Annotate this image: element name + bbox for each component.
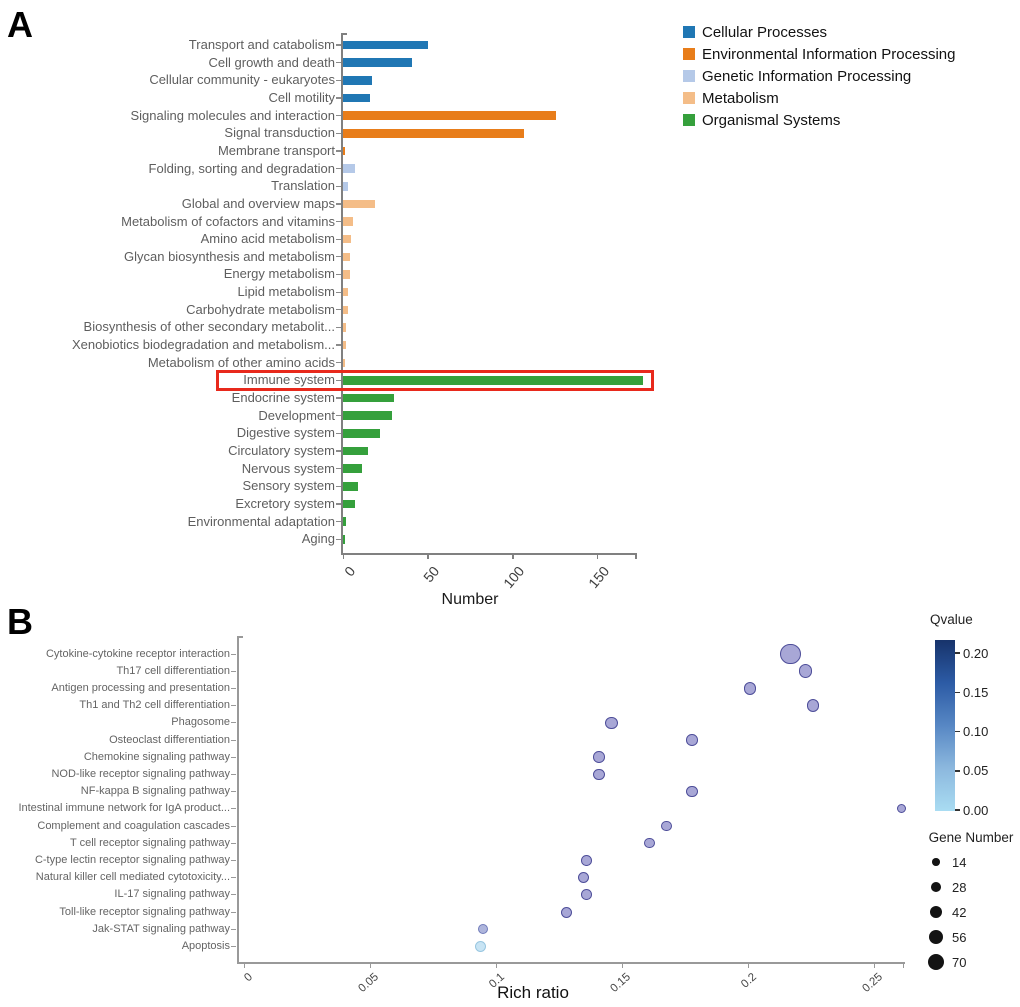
y-axis-tick xyxy=(336,397,341,398)
x-axis-tick xyxy=(597,553,599,559)
gene-number-legend-circle xyxy=(932,858,940,866)
y-axis-tick xyxy=(336,362,341,363)
bar xyxy=(343,217,353,226)
bar xyxy=(343,147,345,156)
y-axis-tick xyxy=(336,539,341,540)
bar xyxy=(343,164,355,173)
pathway-label: Phagosome xyxy=(171,716,230,729)
scatter-point xyxy=(561,907,572,918)
colorbar-tick xyxy=(955,809,960,811)
scatter-point xyxy=(475,941,486,952)
y-axis-tick xyxy=(231,774,236,775)
bar-category-label: Glycan biosynthesis and metabolism xyxy=(124,248,335,264)
pathway-label: IL-17 signaling pathway xyxy=(114,888,230,901)
y-axis-tick xyxy=(336,150,341,151)
y-axis-tick xyxy=(231,894,236,895)
scatter-point xyxy=(744,682,757,695)
scatter-point xyxy=(644,838,655,849)
bar xyxy=(343,306,348,315)
bar-category-label: Amino acid metabolism xyxy=(200,231,335,247)
pathway-label: NF-kappa B signaling pathway xyxy=(80,785,230,798)
x-axis-tick xyxy=(496,962,497,968)
y-axis-tick xyxy=(231,705,236,706)
y-axis-tick xyxy=(336,433,341,434)
pathway-label: Complement and coagulation cascades xyxy=(37,819,230,832)
y-axis-tick xyxy=(231,860,236,861)
bar-category-label: Folding, sorting and degradation xyxy=(148,160,335,176)
x-axis-tick xyxy=(427,553,429,559)
pathway-label: Th17 cell differentiation xyxy=(116,664,230,677)
legend-label: Cellular Processes xyxy=(702,23,828,41)
bar-category-label: Endocrine system xyxy=(231,390,335,405)
y-axis-tick xyxy=(336,186,341,187)
bar-category-label: Environmental adaptation xyxy=(187,513,335,529)
x-axis-tick xyxy=(748,962,749,968)
legend-item xyxy=(683,89,955,107)
bar xyxy=(343,500,355,509)
legend-swatch xyxy=(683,26,695,38)
colorbar-tick-label: 0.15 xyxy=(963,684,989,700)
y-axis-tick xyxy=(231,843,236,844)
pathway-label: T cell receptor signaling pathway xyxy=(70,836,230,849)
y-axis-tick xyxy=(336,203,341,204)
bar xyxy=(343,111,556,120)
y-axis-tick xyxy=(231,688,236,689)
bar-category-label: Metabolism of cofactors and vitamins xyxy=(121,213,335,229)
bar xyxy=(343,94,370,103)
x-axis-tick xyxy=(874,962,875,968)
scatter-point xyxy=(581,889,592,900)
bar-category-label: Cellular community - eukaryotes xyxy=(149,72,335,88)
x-axis-tick xyxy=(343,553,345,559)
scatter-point xyxy=(686,786,697,797)
bar xyxy=(343,535,345,544)
y-axis-tick xyxy=(231,722,236,723)
legend-label: Environmental Information Processing xyxy=(702,45,956,63)
bar-category-label: Metabolism of other amino acids xyxy=(147,354,335,370)
pathway-label: Chemokine signaling pathway xyxy=(83,750,230,763)
panel-a-legend xyxy=(683,23,956,136)
scatter-point xyxy=(593,769,605,781)
x-tick-label: 0.15 xyxy=(607,971,633,995)
colorbar-tick xyxy=(955,692,960,694)
bar xyxy=(343,411,392,420)
gene-number-legend-circle xyxy=(929,930,943,944)
colorbar-tick xyxy=(955,652,960,654)
pathway-label: NOD-like receptor signaling pathway xyxy=(51,767,230,780)
y-axis-tick xyxy=(336,521,341,522)
x-tick-label: 50 xyxy=(420,563,443,586)
bar-category-label: Membrane transport xyxy=(217,142,335,158)
legend-item xyxy=(683,111,955,129)
bar xyxy=(343,359,345,368)
pathway-label: Apoptosis xyxy=(181,939,230,952)
bar xyxy=(343,58,412,67)
bar-category-label: Carbohydrate metabolism xyxy=(186,301,335,317)
scatter-point xyxy=(478,924,489,935)
y-axis-tick xyxy=(231,929,236,930)
y-axis-tick xyxy=(231,912,236,913)
bar xyxy=(343,394,394,403)
x-axis-tick xyxy=(512,553,514,559)
bar-category-label: Sensory system xyxy=(242,478,335,494)
bar-category-label: Xenobiotics biodegradation and metabolism... xyxy=(71,337,335,353)
legend-swatch xyxy=(683,48,695,60)
colorbar-tick-label: 0.20 xyxy=(963,645,989,661)
panel-a-y-axis-top-tick xyxy=(341,33,347,35)
x-tick-label: 0 xyxy=(340,563,358,580)
legend-label: Genetic Information Processing xyxy=(702,67,912,85)
y-axis-tick xyxy=(336,221,341,222)
scatter-point xyxy=(799,664,813,678)
bar-category-label: Digestive system xyxy=(236,425,335,441)
scatter-point xyxy=(578,872,589,883)
y-axis-tick xyxy=(336,450,341,451)
panel-b-x-axis xyxy=(237,962,905,964)
gene-number-legend-title: Gene Number xyxy=(928,830,1014,845)
bar-category-label: Cell growth and death xyxy=(208,54,335,70)
bar xyxy=(343,464,362,473)
x-tick-label: 0.25 xyxy=(859,971,885,995)
y-axis-tick xyxy=(231,671,236,672)
bar xyxy=(343,482,358,491)
scatter-point xyxy=(661,821,672,832)
scatter-point xyxy=(807,699,819,711)
x-axis-end-tick xyxy=(903,962,904,968)
bar-category-label: Translation xyxy=(271,178,335,194)
gene-number-legend-label: 14 xyxy=(952,854,967,870)
bar xyxy=(343,517,346,526)
legend-label: Organismal Systems xyxy=(702,111,841,129)
pathway-label: Intestinal immune network for IgA product... xyxy=(18,802,230,815)
gene-number-legend-circle xyxy=(931,882,941,892)
bar-category-label: Transport and catabolism xyxy=(188,37,335,52)
scatter-point xyxy=(686,734,698,746)
x-axis-tick xyxy=(244,962,245,968)
x-tick-label: 0.05 xyxy=(355,971,381,995)
legend-swatch xyxy=(683,92,695,104)
gene-number-legend-circle xyxy=(928,954,945,971)
x-axis-end-tick xyxy=(635,553,637,559)
y-axis-tick xyxy=(336,133,341,134)
y-axis-tick xyxy=(336,115,341,116)
x-tick-label: 0 xyxy=(241,971,255,985)
y-axis-tick xyxy=(231,740,236,741)
bar-category-label: Excretory system xyxy=(235,495,335,511)
panel-b-letter: B xyxy=(7,601,34,642)
y-axis-tick xyxy=(336,344,341,345)
y-axis-tick xyxy=(336,168,341,169)
bar-category-label: Cell motility xyxy=(268,89,335,105)
y-axis-tick xyxy=(336,256,341,257)
y-axis-tick xyxy=(336,503,341,504)
gene-number-legend-label: 56 xyxy=(952,929,967,945)
y-axis-tick xyxy=(336,44,341,45)
pathway-label: Th1 and Th2 cell differentiation xyxy=(79,699,230,712)
y-axis-tick xyxy=(231,808,236,809)
bar xyxy=(343,323,346,332)
bar xyxy=(343,270,350,279)
bar-category-label: Global and overview maps xyxy=(181,195,335,211)
y-axis-tick xyxy=(336,80,341,81)
x-tick-label: 0.2 xyxy=(738,971,759,991)
y-axis-tick xyxy=(231,654,236,655)
bar-category-label: Lipid metabolism xyxy=(237,284,335,300)
x-tick-label: 0.1 xyxy=(486,971,507,991)
x-tick-label: 100 xyxy=(500,563,528,592)
qvalue-colorbar-title: Qvalue xyxy=(930,612,973,627)
bar xyxy=(343,129,524,138)
bar xyxy=(343,429,380,438)
y-axis-tick xyxy=(336,292,341,293)
y-axis-tick xyxy=(336,239,341,240)
bar-category-label: Development xyxy=(258,407,335,423)
bar xyxy=(343,341,346,350)
y-axis-tick xyxy=(336,486,341,487)
bar xyxy=(343,288,348,297)
legend-swatch xyxy=(683,114,695,126)
immune-system-highlight-box xyxy=(216,370,654,391)
x-tick-label: 150 xyxy=(584,563,612,592)
bar-category-label: Signal transduction xyxy=(224,125,335,141)
pathway-label: C-type lectin receptor signaling pathway xyxy=(34,853,230,866)
panel-b-y-axis-top-tick xyxy=(237,636,243,638)
bar xyxy=(343,235,351,244)
pathway-label: Cytokine-cytokine receptor interaction xyxy=(45,647,230,660)
pathway-label: Toll-like receptor signaling pathway xyxy=(59,905,230,918)
y-axis-tick xyxy=(336,62,341,63)
colorbar-tick-label: 0.05 xyxy=(963,763,989,779)
pathway-label: Jak-STAT signaling pathway xyxy=(92,922,230,935)
legend-item xyxy=(683,45,956,63)
scatter-point xyxy=(593,751,605,763)
x-axis-tick xyxy=(370,962,371,968)
panel-a-letter: A xyxy=(7,4,34,45)
y-axis-tick xyxy=(231,826,236,827)
gene-number-legend-circle xyxy=(930,906,942,918)
gene-number-legend-label: 70 xyxy=(952,954,967,970)
pathway-label: Antigen processing and presentation xyxy=(51,681,230,694)
y-axis-tick xyxy=(231,757,236,758)
gene-number-legend-label: 28 xyxy=(952,879,967,895)
bar xyxy=(343,253,350,262)
bar xyxy=(343,200,375,209)
scatter-point xyxy=(581,855,592,866)
panel-b-y-axis xyxy=(237,636,239,963)
bar-category-label: Immune system xyxy=(243,372,335,388)
legend-item xyxy=(683,23,955,41)
pathway-label: Natural killer cell mediated cytotoxicity... xyxy=(35,871,230,884)
legend-swatch xyxy=(683,70,695,82)
colorbar-tick-label: 0.10 xyxy=(963,724,989,739)
y-axis-tick xyxy=(231,791,236,792)
bar-category-label: Aging xyxy=(301,531,335,547)
bar-category-label: Nervous system xyxy=(241,460,335,476)
x-axis-tick xyxy=(622,962,623,968)
colorbar-tick-label: 0.00 xyxy=(963,802,989,818)
gene-number-legend-label: 42 xyxy=(952,904,967,920)
scatter-point xyxy=(897,804,906,813)
bar-category-label: Energy metabolism xyxy=(223,266,335,282)
y-axis-tick xyxy=(336,97,341,98)
y-axis-tick xyxy=(231,946,236,947)
scatter-point xyxy=(605,717,617,729)
y-axis-tick xyxy=(231,877,236,878)
y-axis-tick xyxy=(336,468,341,469)
bar xyxy=(343,182,348,191)
colorbar-tick xyxy=(955,731,960,733)
legend-label: Metabolism xyxy=(702,89,779,107)
y-axis-tick xyxy=(336,309,341,310)
panel-a-x-axis-title: Number xyxy=(441,591,499,608)
bar-category-label: Circulatory system xyxy=(228,442,335,458)
qvalue-colorbar xyxy=(935,640,955,811)
scatter-point xyxy=(780,644,801,665)
panel-a-x-axis xyxy=(341,553,637,555)
bar-category-label: Biosynthesis of other secondary metabolit... xyxy=(83,319,335,335)
colorbar-tick xyxy=(955,770,960,772)
pathway-label: Osteoclast differentiation xyxy=(109,733,230,746)
y-axis-tick xyxy=(336,274,341,275)
y-axis-tick xyxy=(336,415,341,416)
bar xyxy=(343,76,372,85)
panel-b-x-axis-title: Rich ratio xyxy=(497,983,569,1002)
legend-item xyxy=(683,67,955,85)
bar-category-label: Signaling molecules and interaction xyxy=(130,107,335,123)
bar xyxy=(343,41,428,50)
bar xyxy=(343,447,368,456)
y-axis-tick xyxy=(336,327,341,328)
